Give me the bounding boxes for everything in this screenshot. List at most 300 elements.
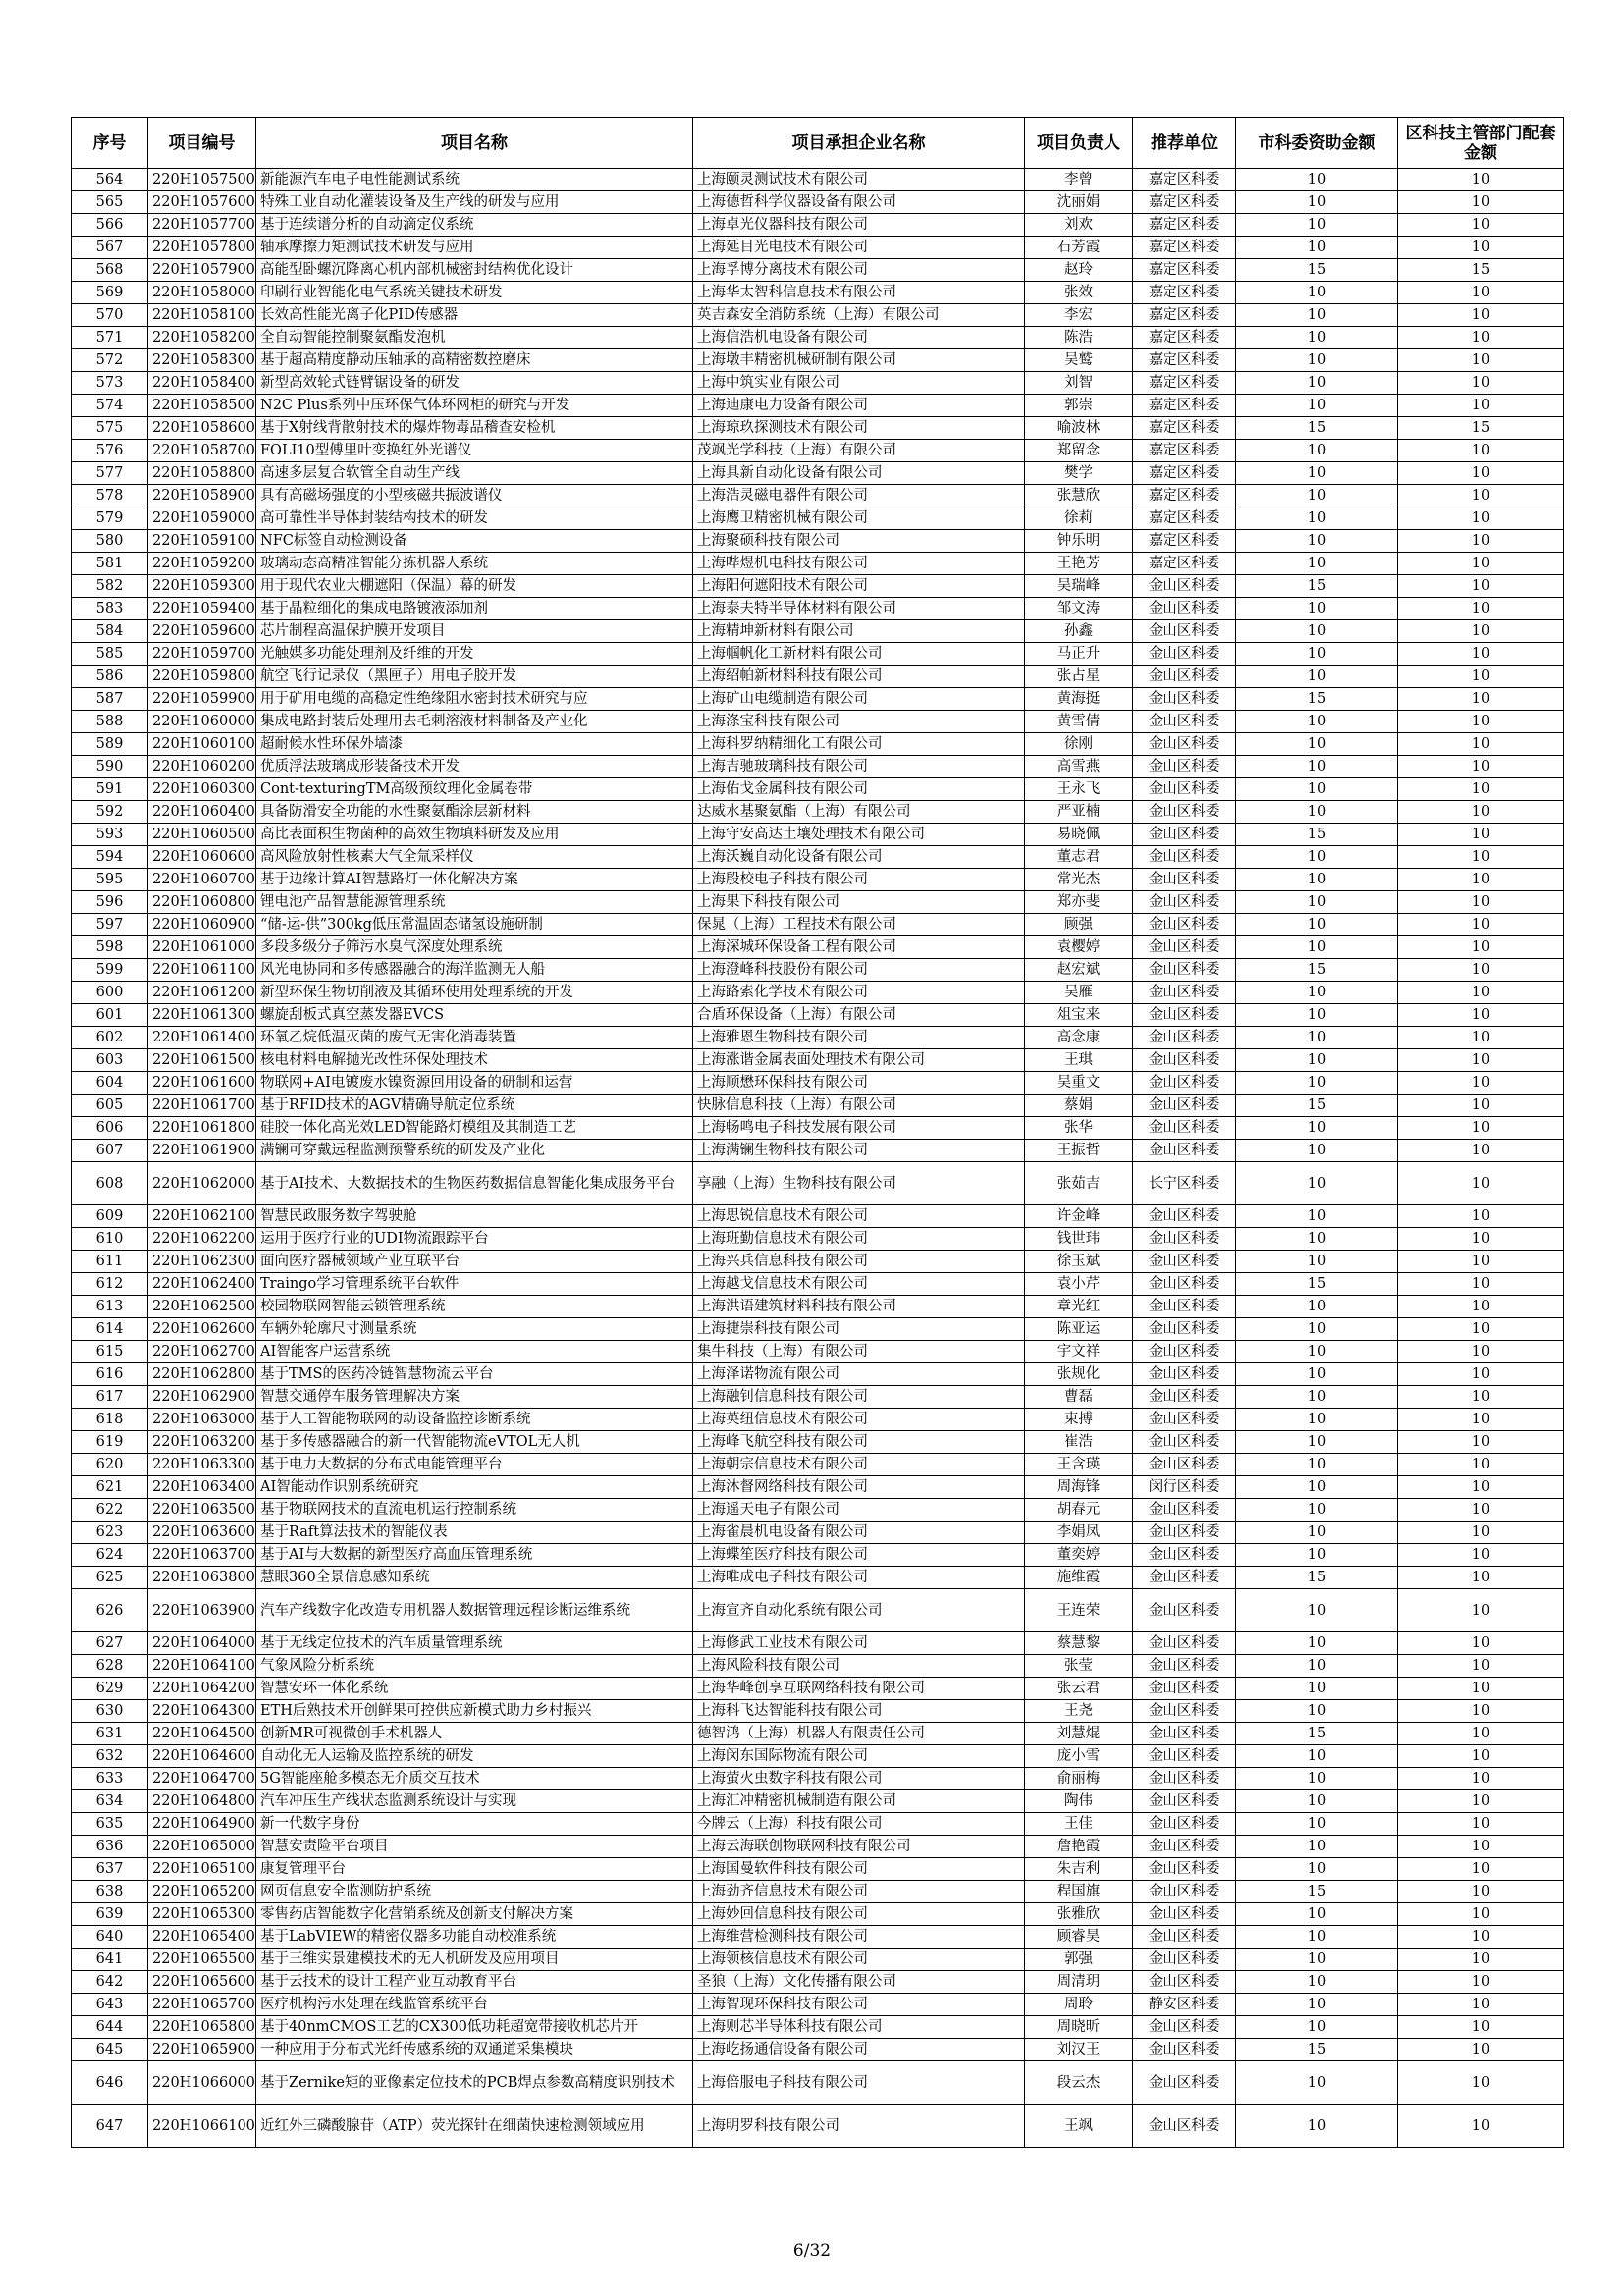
table-row — [72, 1273, 1564, 1296]
cell-district-funding: 10 — [1398, 1589, 1564, 1632]
cell-recommender: 金山区科委 — [1133, 1072, 1236, 1095]
cell-project-name: 高可靠性半导体封装结构技术的研发 — [256, 507, 693, 530]
cell-project-name: 硅胶一体化高光效LED智能路灯模组及其制造工艺 — [256, 1117, 693, 1140]
table-row — [72, 1454, 1564, 1476]
cell-leader: 张云君 — [1025, 1678, 1133, 1700]
cell-recommender: 金山区科委 — [1133, 1700, 1236, 1723]
table-row — [72, 1386, 1564, 1409]
cell-project-name: AI智能动作识别系统研究 — [256, 1476, 693, 1499]
cell-company: 保晁（上海）工程技术有限公司 — [693, 914, 1025, 936]
cell-project-name: N2C Plus系列中压环保气体环网柜的研究与开发 — [256, 395, 693, 417]
cell-city-funding: 10 — [1236, 846, 1398, 869]
cell-project-name: “储-运-供”300kg低压常温固态储氢设施研制 — [256, 914, 693, 936]
cell-recommender: 金山区科委 — [1133, 1522, 1236, 1544]
cell-district-funding: 10 — [1398, 553, 1564, 575]
cell-district-funding: 10 — [1398, 1205, 1564, 1228]
cell-index: 604 — [72, 1072, 148, 1095]
cell-leader: 周海锋 — [1025, 1476, 1133, 1499]
cell-project-code: 220H1061200 — [148, 982, 256, 1004]
cell-company: 上海沐督网络科技有限公司 — [693, 1476, 1025, 1499]
cell-project-code: 220H1064800 — [148, 1790, 256, 1813]
cell-project-name: 一种应用于分布式光纤传感系统的双通道采集模块 — [256, 2039, 693, 2061]
table-row — [72, 1117, 1564, 1140]
cell-district-funding: 10 — [1398, 1836, 1564, 1858]
cell-project-name: 超耐候水性环保外墙漆 — [256, 733, 693, 756]
cell-recommender: 金山区科委 — [1133, 666, 1236, 688]
cell-district-funding: 10 — [1398, 1858, 1564, 1881]
cell-project-code: 220H1061000 — [148, 936, 256, 959]
cell-index: 569 — [72, 282, 148, 304]
cell-project-code: 220H1059100 — [148, 530, 256, 553]
cell-project-code: 220H1061600 — [148, 1072, 256, 1095]
cell-index: 637 — [72, 1858, 148, 1881]
cell-recommender: 嘉定区科委 — [1133, 507, 1236, 530]
cell-recommender: 金山区科委 — [1133, 1567, 1236, 1589]
cell-leader: 宇文祥 — [1025, 1341, 1133, 1363]
header-index: 序号 — [72, 118, 148, 169]
cell-project-code: 220H1065100 — [148, 1858, 256, 1881]
cell-city-funding: 10 — [1236, 711, 1398, 733]
cell-recommender: 金山区科委 — [1133, 2039, 1236, 2061]
table-row — [72, 1723, 1564, 1745]
table-row — [72, 914, 1564, 936]
cell-district-funding: 10 — [1398, 372, 1564, 395]
cell-project-code: 220H1058900 — [148, 485, 256, 507]
cell-project-name: 运用于医疗行业的UDI物流跟踪平台 — [256, 1228, 693, 1251]
cell-project-code: 220H1066000 — [148, 2061, 256, 2105]
cell-project-code: 220H1058700 — [148, 440, 256, 462]
cell-index: 571 — [72, 327, 148, 349]
cell-district-funding: 10 — [1398, 1318, 1564, 1341]
cell-district-funding: 10 — [1398, 666, 1564, 688]
cell-recommender: 金山区科委 — [1133, 1678, 1236, 1700]
cell-recommender: 金山区科委 — [1133, 1296, 1236, 1318]
cell-district-funding: 10 — [1398, 914, 1564, 936]
cell-city-funding: 10 — [1236, 1049, 1398, 1072]
cell-project-code: 220H1059300 — [148, 575, 256, 598]
cell-city-funding: 10 — [1236, 485, 1398, 507]
cell-project-code: 220H1060000 — [148, 711, 256, 733]
cell-leader: 刘慧焜 — [1025, 1723, 1133, 1745]
cell-index: 607 — [72, 1140, 148, 1162]
cell-project-name: 新型环保生物切削液及其循环使用处理系统的开发 — [256, 982, 693, 1004]
cell-company: 上海信浩机电设备有限公司 — [693, 327, 1025, 349]
cell-index: 588 — [72, 711, 148, 733]
table-row — [72, 1768, 1564, 1790]
cell-project-code: 220H1065500 — [148, 1949, 256, 1971]
cell-company: 上海英纽信息技术有限公司 — [693, 1409, 1025, 1431]
cell-index: 601 — [72, 1004, 148, 1027]
cell-leader: 严亚楠 — [1025, 801, 1133, 824]
cell-recommender: 金山区科委 — [1133, 1813, 1236, 1836]
cell-leader: 王佳 — [1025, 1813, 1133, 1836]
table-row — [72, 643, 1564, 666]
cell-company: 上海浩灵磁电器件有限公司 — [693, 485, 1025, 507]
cell-leader: 徐玉斌 — [1025, 1251, 1133, 1273]
cell-district-funding: 10 — [1398, 598, 1564, 620]
cell-leader: 王尧 — [1025, 1700, 1133, 1723]
cell-company: 上海明罗科技有限公司 — [693, 2105, 1025, 2148]
cell-district-funding: 10 — [1398, 1903, 1564, 1926]
cell-recommender: 金山区科委 — [1133, 914, 1236, 936]
cell-district-funding: 10 — [1398, 711, 1564, 733]
cell-project-code: 220H1061800 — [148, 1117, 256, 1140]
cell-company: 上海具新自动化设备有限公司 — [693, 462, 1025, 485]
cell-project-code: 220H1061400 — [148, 1027, 256, 1049]
table-row — [72, 395, 1564, 417]
cell-index: 608 — [72, 1162, 148, 1205]
cell-recommender: 金山区科委 — [1133, 1745, 1236, 1768]
cell-recommender: 金山区科委 — [1133, 643, 1236, 666]
cell-district-funding: 10 — [1398, 507, 1564, 530]
cell-company: 英吉森安全消防系统（上海）有限公司 — [693, 304, 1025, 327]
cell-leader: 周晓昕 — [1025, 2016, 1133, 2039]
cell-city-funding: 15 — [1236, 1723, 1398, 1745]
cell-index: 576 — [72, 440, 148, 462]
table-row — [72, 1567, 1564, 1589]
table-row — [72, 2105, 1564, 2148]
cell-project-name: 锂电池产品智慧能源管理系统 — [256, 891, 693, 914]
table-row — [72, 982, 1564, 1004]
cell-leader: 高念康 — [1025, 1027, 1133, 1049]
cell-company: 上海沃巍自动化设备有限公司 — [693, 846, 1025, 869]
cell-project-name: 校园物联网智能云锁管理系统 — [256, 1296, 693, 1318]
cell-company: 上海鹰卫精密机械有限公司 — [693, 507, 1025, 530]
cell-project-name: 智慧交通停车服务管理解决方案 — [256, 1386, 693, 1409]
cell-recommender: 金山区科委 — [1133, 1431, 1236, 1454]
cell-leader: 孙鑫 — [1025, 620, 1133, 643]
cell-index: 632 — [72, 1745, 148, 1768]
cell-recommender: 静安区科委 — [1133, 1994, 1236, 2016]
table-row — [72, 1926, 1564, 1949]
cell-index: 570 — [72, 304, 148, 327]
cell-district-funding: 10 — [1398, 282, 1564, 304]
cell-index: 568 — [72, 259, 148, 282]
header-project-code: 项目编号 — [148, 118, 256, 169]
cell-recommender: 金山区科委 — [1133, 733, 1236, 756]
cell-project-code: 220H1058500 — [148, 395, 256, 417]
cell-company: 上海畅鸣电子科技发展有限公司 — [693, 1117, 1025, 1140]
cell-company: 上海劲齐信息技术有限公司 — [693, 1881, 1025, 1903]
cell-leader: 吴重文 — [1025, 1072, 1133, 1095]
cell-company: 上海泽诺物流有限公司 — [693, 1363, 1025, 1386]
cell-project-name: 网页信息安全监测防护系统 — [256, 1881, 693, 1903]
cell-district-funding: 10 — [1398, 1971, 1564, 1994]
cell-leader: 吴鹫 — [1025, 349, 1133, 372]
cell-leader: 李宏 — [1025, 304, 1133, 327]
cell-district-funding: 10 — [1398, 1790, 1564, 1813]
table-row — [72, 2039, 1564, 2061]
cell-index: 646 — [72, 2061, 148, 2105]
table-row — [72, 688, 1564, 711]
cell-project-name: 具备防滑安全功能的水性聚氨酯涂层新材料 — [256, 801, 693, 824]
cell-district-funding: 10 — [1398, 1273, 1564, 1296]
cell-district-funding: 10 — [1398, 1409, 1564, 1431]
cell-recommender: 金山区科委 — [1133, 1655, 1236, 1678]
cell-district-funding: 10 — [1398, 1881, 1564, 1903]
cell-leader: 张华 — [1025, 1117, 1133, 1140]
cell-project-name: 物联网+AI电镀废水镍资源回用设备的研制和运营 — [256, 1072, 693, 1095]
cell-index: 586 — [72, 666, 148, 688]
cell-recommender: 金山区科委 — [1133, 824, 1236, 846]
cell-city-funding: 10 — [1236, 1205, 1398, 1228]
table-row — [72, 1499, 1564, 1522]
cell-district-funding: 10 — [1398, 801, 1564, 824]
cell-project-code: 220H1064100 — [148, 1655, 256, 1678]
cell-leader: 刘欢 — [1025, 214, 1133, 237]
cell-city-funding: 10 — [1236, 507, 1398, 530]
cell-project-code: 220H1063700 — [148, 1544, 256, 1567]
cell-project-name: 光触媒多功能处理剂及纤维的开发 — [256, 643, 693, 666]
cell-city-funding: 10 — [1236, 1790, 1398, 1813]
cell-index: 575 — [72, 417, 148, 440]
cell-city-funding: 10 — [1236, 327, 1398, 349]
cell-company: 上海科罗纳精细化工有限公司 — [693, 733, 1025, 756]
cell-index: 585 — [72, 643, 148, 666]
cell-project-name: NFC标签自动检测设备 — [256, 530, 693, 553]
cell-project-code: 220H1063200 — [148, 1431, 256, 1454]
cell-index: 644 — [72, 2016, 148, 2039]
cell-leader: 周清玥 — [1025, 1971, 1133, 1994]
cell-project-code: 220H1062500 — [148, 1296, 256, 1318]
cell-project-name: 面向医疗器械领域产业互联平台 — [256, 1251, 693, 1273]
cell-project-name: 基于边缘计算AI智慧路灯一体化解决方案 — [256, 869, 693, 891]
cell-district-funding: 10 — [1398, 485, 1564, 507]
table-row — [72, 1678, 1564, 1700]
cell-city-funding: 10 — [1236, 1251, 1398, 1273]
cell-city-funding: 10 — [1236, 372, 1398, 395]
cell-city-funding: 10 — [1236, 801, 1398, 824]
cell-leader: 章光红 — [1025, 1296, 1133, 1318]
cell-district-funding: 10 — [1398, 1567, 1564, 1589]
table-row — [72, 349, 1564, 372]
cell-city-funding: 10 — [1236, 530, 1398, 553]
table-row — [72, 733, 1564, 756]
cell-index: 594 — [72, 846, 148, 869]
cell-leader: 王连荣 — [1025, 1589, 1133, 1632]
cell-company: 上海吉驰玻璃科技有限公司 — [693, 756, 1025, 778]
cell-project-code: 220H1061900 — [148, 1140, 256, 1162]
cell-project-name: 基于LabVIEW的精密仪器多功能自动校准系统 — [256, 1926, 693, 1949]
cell-city-funding: 10 — [1236, 1363, 1398, 1386]
cell-leader: 袁小芹 — [1025, 1273, 1133, 1296]
cell-project-code: 220H1060800 — [148, 891, 256, 914]
cell-index: 580 — [72, 530, 148, 553]
cell-city-funding: 10 — [1236, 169, 1398, 191]
cell-recommender: 金山区科委 — [1133, 1544, 1236, 1567]
cell-recommender: 金山区科委 — [1133, 801, 1236, 824]
cell-project-code: 220H1060500 — [148, 824, 256, 846]
cell-project-code: 220H1060600 — [148, 846, 256, 869]
cell-city-funding: 10 — [1236, 1700, 1398, 1723]
table-row — [72, 869, 1564, 891]
cell-leader: 段云杰 — [1025, 2061, 1133, 2105]
cell-leader: 邹文涛 — [1025, 598, 1133, 620]
cell-project-name: 高速多层复合软管全自动生产线 — [256, 462, 693, 485]
cell-district-funding: 10 — [1398, 327, 1564, 349]
cell-company: 上海智现环保科技有限公司 — [693, 1994, 1025, 2016]
table-row — [72, 304, 1564, 327]
table-row — [72, 282, 1564, 304]
table-row — [72, 2061, 1564, 2105]
cell-district-funding: 10 — [1398, 1522, 1564, 1544]
cell-project-name: 车辆外轮廓尺寸测量系统 — [256, 1318, 693, 1341]
cell-city-funding: 10 — [1236, 2105, 1398, 2148]
cell-project-name: 满镧可穿戴远程监测预警系统的研发及产业化 — [256, 1140, 693, 1162]
cell-project-code: 220H1060700 — [148, 869, 256, 891]
cell-city-funding: 10 — [1236, 1140, 1398, 1162]
cell-city-funding: 10 — [1236, 1544, 1398, 1567]
table-row — [72, 1903, 1564, 1926]
cell-district-funding: 10 — [1398, 733, 1564, 756]
cell-leader: 俎宝来 — [1025, 1004, 1133, 1027]
cell-recommender: 金山区科委 — [1133, 1117, 1236, 1140]
cell-recommender: 金山区科委 — [1133, 1228, 1236, 1251]
cell-index: 583 — [72, 598, 148, 620]
cell-project-name: 气象风险分析系统 — [256, 1655, 693, 1678]
cell-project-name: 零售药店智能数字化营销系统及创新支付解决方案 — [256, 1903, 693, 1926]
cell-company: 上海满镧生物科技有限公司 — [693, 1140, 1025, 1162]
cell-city-funding: 15 — [1236, 1567, 1398, 1589]
cell-company: 上海领核信息技术有限公司 — [693, 1949, 1025, 1971]
table-row — [72, 1205, 1564, 1228]
cell-project-name: 长效高性能光离子化PID传感器 — [256, 304, 693, 327]
cell-project-code: 220H1059200 — [148, 553, 256, 575]
cell-project-code: 220H1060200 — [148, 756, 256, 778]
cell-company: 上海兴兵信息科技有限公司 — [693, 1251, 1025, 1273]
cell-city-funding: 10 — [1236, 1926, 1398, 1949]
cell-company: 上海闵东国际物流有限公司 — [693, 1745, 1025, 1768]
cell-project-code: 220H1062700 — [148, 1341, 256, 1363]
cell-company: 上海阳何遮阳技术有限公司 — [693, 575, 1025, 598]
cell-leader: 徐莉 — [1025, 507, 1133, 530]
cell-district-funding: 10 — [1398, 349, 1564, 372]
cell-district-funding: 10 — [1398, 891, 1564, 914]
cell-index: 630 — [72, 1700, 148, 1723]
table-row — [72, 1431, 1564, 1454]
cell-project-code: 220H1065600 — [148, 1971, 256, 1994]
cell-city-funding: 10 — [1236, 2061, 1398, 2105]
cell-company: 快脉信息科技（上海）有限公司 — [693, 1095, 1025, 1117]
cell-district-funding: 10 — [1398, 982, 1564, 1004]
cell-company: 上海云海联创物联网科技有限公司 — [693, 1836, 1025, 1858]
table-row — [72, 1341, 1564, 1363]
cell-project-name: 智慧民政服务数字驾驶舱 — [256, 1205, 693, 1228]
cell-company: 上海果下科技有限公司 — [693, 891, 1025, 914]
cell-company: 上海涤宝科技有限公司 — [693, 711, 1025, 733]
cell-index: 615 — [72, 1341, 148, 1363]
cell-project-name: AI智能客户运营系统 — [256, 1341, 693, 1363]
cell-project-code: 220H1065000 — [148, 1836, 256, 1858]
cell-project-name: 基于AI技术、大数据技术的生物医药数据信息智能化集成服务平台 — [256, 1162, 693, 1205]
cell-company: 上海涨谐金属表面处理技术有限公司 — [693, 1049, 1025, 1072]
table-row — [72, 191, 1564, 214]
cell-company: 上海萤火虫数字科技有限公司 — [693, 1768, 1025, 1790]
cell-project-name: 基于无线定位技术的汽车质量管理系统 — [256, 1632, 693, 1655]
cell-recommender: 长宁区科委 — [1133, 1162, 1236, 1205]
cell-leader: 张规化 — [1025, 1363, 1133, 1386]
cell-city-funding: 10 — [1236, 666, 1398, 688]
cell-company: 上海屹扬通信设备有限公司 — [693, 2039, 1025, 2061]
cell-project-name: 近红外三磷酸腺苷（ATP）荧光探针在细菌快速检测领域应用 — [256, 2105, 693, 2148]
cell-project-code: 220H1062300 — [148, 1251, 256, 1273]
table-row — [72, 1072, 1564, 1095]
cell-index: 620 — [72, 1454, 148, 1476]
cell-city-funding: 10 — [1236, 1117, 1398, 1140]
cell-index: 621 — [72, 1476, 148, 1499]
cell-leader: 董奕婷 — [1025, 1544, 1133, 1567]
cell-recommender: 金山区科委 — [1133, 598, 1236, 620]
cell-project-name: 高风险放射性核素大气全氚采样仪 — [256, 846, 693, 869]
table-row — [72, 1162, 1564, 1205]
cell-leader: 吴瑞峰 — [1025, 575, 1133, 598]
cell-project-name: 芯片制程高温保护膜开发项目 — [256, 620, 693, 643]
cell-city-funding: 15 — [1236, 959, 1398, 982]
cell-project-code: 220H1057700 — [148, 214, 256, 237]
cell-project-code: 220H1063500 — [148, 1499, 256, 1522]
cell-district-funding: 10 — [1398, 1228, 1564, 1251]
cell-index: 625 — [72, 1567, 148, 1589]
cell-index: 609 — [72, 1205, 148, 1228]
cell-city-funding: 10 — [1236, 191, 1398, 214]
cell-company: 上海深城环保设备工程有限公司 — [693, 936, 1025, 959]
cell-district-funding: 10 — [1398, 1949, 1564, 1971]
cell-city-funding: 10 — [1236, 1745, 1398, 1768]
cell-recommender: 金山区科委 — [1133, 1004, 1236, 1027]
cell-index: 567 — [72, 237, 148, 259]
cell-district-funding: 15 — [1398, 259, 1564, 282]
cell-district-funding: 10 — [1398, 1296, 1564, 1318]
cell-company: 上海朝宗信息技术有限公司 — [693, 1454, 1025, 1476]
cell-index: 634 — [72, 1790, 148, 1813]
cell-recommender: 嘉定区科委 — [1133, 440, 1236, 462]
cell-index: 642 — [72, 1971, 148, 1994]
cell-district-funding: 10 — [1398, 395, 1564, 417]
table-row — [72, 1251, 1564, 1273]
cell-recommender: 金山区科委 — [1133, 1454, 1236, 1476]
cell-recommender: 金山区科委 — [1133, 1049, 1236, 1072]
cell-index: 624 — [72, 1544, 148, 1567]
cell-recommender: 金山区科委 — [1133, 1768, 1236, 1790]
cell-leader: 詹艳霞 — [1025, 1836, 1133, 1858]
cell-company: 上海迪康电力设备有限公司 — [693, 395, 1025, 417]
cell-district-funding: 10 — [1398, 1678, 1564, 1700]
cell-index: 577 — [72, 462, 148, 485]
cell-project-name: 基于RFID技术的AGV精确导航定位系统 — [256, 1095, 693, 1117]
cell-company: 上海顺懋环保科技有限公司 — [693, 1072, 1025, 1095]
cell-district-funding: 10 — [1398, 643, 1564, 666]
cell-leader: 陶伟 — [1025, 1790, 1133, 1813]
cell-company: 上海汇冲精密机械制造有限公司 — [693, 1790, 1025, 1813]
cell-project-code: 220H1058400 — [148, 372, 256, 395]
cell-recommender: 金山区科委 — [1133, 1858, 1236, 1881]
cell-leader: 王含瑛 — [1025, 1454, 1133, 1476]
cell-company: 上海越戈信息技术有限公司 — [693, 1273, 1025, 1296]
cell-index: 627 — [72, 1632, 148, 1655]
cell-company: 德智鸿（上海）机器人有限责任公司 — [693, 1723, 1025, 1745]
table-row — [72, 214, 1564, 237]
table-row — [72, 1004, 1564, 1027]
cell-recommender: 金山区科委 — [1133, 1499, 1236, 1522]
cell-recommender: 嘉定区科委 — [1133, 327, 1236, 349]
cell-company: 上海矿山电缆制造有限公司 — [693, 688, 1025, 711]
cell-leader: 陈浩 — [1025, 327, 1133, 349]
cell-project-code: 220H1062900 — [148, 1386, 256, 1409]
cell-project-name: 优质浮法玻璃成形装备技术开发 — [256, 756, 693, 778]
cell-district-funding: 10 — [1398, 2016, 1564, 2039]
cell-leader: 蔡慧黎 — [1025, 1632, 1133, 1655]
cell-company: 上海华太智科信息技术有限公司 — [693, 282, 1025, 304]
